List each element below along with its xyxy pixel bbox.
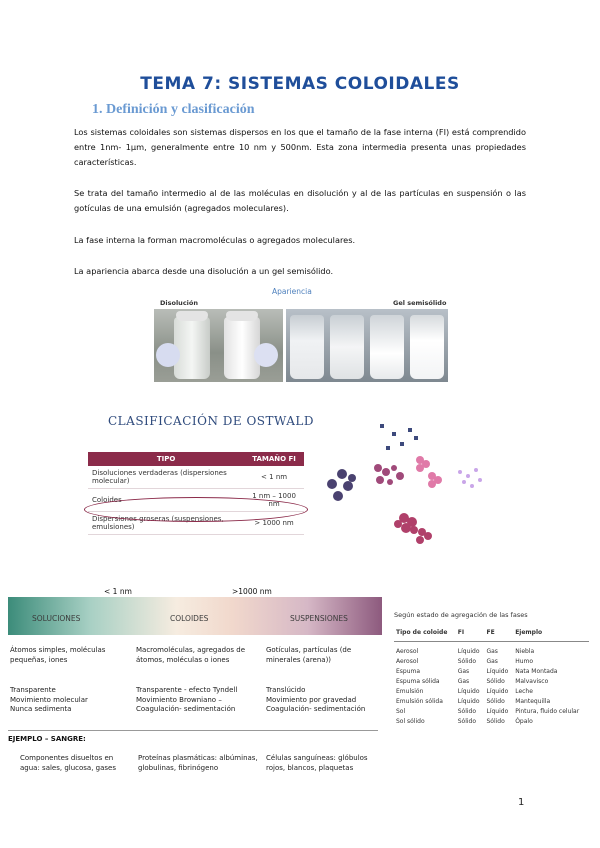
table-row bbox=[394, 642, 589, 657]
agg-header-type: Tipo de coloide bbox=[394, 626, 456, 642]
table-cell: Sólido bbox=[486, 718, 505, 725]
table-cell: Aerosol bbox=[396, 648, 419, 655]
table-cell: Emulsión bbox=[396, 688, 424, 695]
ostwald-table bbox=[88, 452, 304, 535]
table-cell: Líquido bbox=[457, 688, 480, 695]
table-cell: Coloides bbox=[88, 489, 244, 512]
table-cell: Malvavisco bbox=[515, 678, 549, 685]
table-cell: Sol sólido bbox=[396, 718, 425, 725]
table-cell: Espuma sólida bbox=[396, 678, 440, 685]
figure-label-right: Gel semisólido bbox=[393, 299, 447, 307]
example-colloids: Proteínas plasmáticas: albúminas, globulinas, fibrinógeno bbox=[138, 754, 258, 772]
figure-caption: Apariencia bbox=[272, 287, 312, 296]
table-row bbox=[394, 677, 589, 687]
figure-label-left: Disolución bbox=[160, 299, 198, 307]
band-label-suspensions: SUSPENSIONES bbox=[290, 614, 348, 623]
agg-header-fe: FE bbox=[484, 626, 513, 642]
col-colloids-properties: Transparente - efecto Tyndell Movimiento Browniano – Coagulación- sedimentación bbox=[136, 686, 238, 713]
paragraph-definition: Los sistemas coloidales son sistemas dispersos en los que el tamaño de la fase interna (FI) está comprendido entre 1nm- 1µm, generalmente entre 10 nm y 500nm. Esta zona intermedia presenta unas propiedades características. bbox=[74, 127, 526, 167]
table-cell: Gas bbox=[486, 648, 498, 655]
ostwald-header-type: TIPO bbox=[88, 452, 244, 466]
col-colloids-particles: Macromoléculas, agregados de átomos, moléculas o iones bbox=[136, 646, 245, 664]
ostwald-title: CLASIFICACIÓN DE OSTWALD bbox=[108, 414, 315, 428]
page-number: 1 bbox=[518, 797, 525, 808]
table-cell: < 1 nm bbox=[244, 466, 304, 489]
table-cell: Sólido bbox=[457, 708, 477, 715]
example-solutions: Componentes disueltos en agua: sales, glucosa, gases bbox=[20, 754, 117, 772]
table-cell: Gas bbox=[486, 658, 498, 665]
col-solutions-particles: Átomos simples, moléculas pequeñas, iones bbox=[10, 646, 106, 664]
agg-header-fi: FI bbox=[456, 626, 485, 642]
table-cell: Ópalo bbox=[515, 718, 533, 725]
highlight-ring bbox=[84, 497, 308, 522]
table-cell: Pintura, fluido celular bbox=[515, 708, 580, 715]
agg-header-example: Ejemplo bbox=[513, 626, 589, 642]
table-cell: Disoluciones verdaderas (dispersiones molecular) bbox=[88, 466, 244, 489]
table-cell: Líquido bbox=[486, 688, 509, 695]
particles-illustration bbox=[320, 420, 490, 550]
paragraph-size: Se trata del tamaño intermedio al de las moléculas en disolución y al de las partículas en suspensión o las gotículas de una emulsión (agregados moleculares). bbox=[74, 188, 526, 213]
table-row bbox=[394, 707, 589, 717]
photo-gel-vials bbox=[286, 309, 448, 382]
section-heading: 1. Definición y clasificación bbox=[92, 102, 255, 117]
band-label-solutions: SOLUCIONES bbox=[32, 614, 81, 623]
table-cell: Mantequilla bbox=[515, 698, 551, 705]
table-cell: Emulsión sólida bbox=[396, 698, 443, 705]
table-cell: Sólido bbox=[457, 658, 477, 665]
table-cell: Líquido bbox=[457, 648, 480, 655]
table-cell: Espuma bbox=[396, 668, 421, 675]
table-cell: Sólido bbox=[457, 718, 477, 725]
ostwald-header-size: TAMAÑO FI bbox=[244, 452, 304, 466]
table-cell: Gas bbox=[457, 668, 470, 675]
table-cell: Líquido bbox=[486, 708, 509, 715]
table-row bbox=[394, 717, 589, 727]
photo-solution-vials bbox=[154, 309, 283, 382]
table-cell: Leche bbox=[515, 688, 533, 695]
paragraph-appearance: La apariencia abarca desde una disolución a un gel semisólido. bbox=[74, 266, 334, 276]
divider bbox=[8, 730, 378, 731]
table-cell: Sólido bbox=[486, 678, 505, 685]
col-solutions-properties: Transparente Movimiento molecular Nunca sedimenta bbox=[10, 686, 88, 713]
table-cell: Gas bbox=[457, 678, 470, 685]
paragraph-internal-phase: La fase interna la forman macromoléculas o agregados moleculares. bbox=[74, 235, 356, 245]
band-size-small: < 1 nm bbox=[104, 587, 132, 596]
table-cell: Dispersiones groseras (suspensiones, emulsiones) bbox=[88, 512, 244, 535]
example-heading: EJEMPLO – SANGRE: bbox=[8, 735, 86, 743]
band-size-large: >1000 nm bbox=[232, 587, 272, 596]
table-row bbox=[394, 657, 589, 667]
table-cell: Nata Montada bbox=[515, 668, 558, 675]
table-cell: Niebla bbox=[515, 648, 535, 655]
example-suspensions: Células sanguíneas: glóbulos rojos, blancos, plaquetas bbox=[266, 754, 368, 772]
table-row bbox=[394, 687, 589, 697]
aggregation-table bbox=[394, 626, 589, 727]
table-row bbox=[88, 466, 304, 489]
table-cell: Líquido bbox=[457, 698, 480, 705]
table-cell: > 1000 nm bbox=[244, 512, 304, 535]
table-cell: Humo bbox=[515, 658, 534, 665]
table-cell: 1 nm – 1000 nm bbox=[244, 489, 304, 512]
col-suspensions-properties: Translúcido Movimiento por gravedad Coagulación- sedimentación bbox=[266, 686, 366, 713]
aggregation-title: Según estado de agregación de las fases bbox=[394, 611, 528, 619]
table-cell: Aerosol bbox=[396, 658, 419, 665]
page-title: TEMA 7: SISTEMAS COLOIDALES bbox=[140, 74, 460, 94]
band-label-colloids: COLOIDES bbox=[170, 614, 209, 623]
table-cell: Sólido bbox=[486, 698, 505, 705]
table-cell: Líquido bbox=[486, 668, 509, 675]
table-cell: Sol bbox=[396, 708, 406, 715]
col-suspensions-particles: Gotículas, partículas (de minerales (arena)) bbox=[266, 646, 352, 664]
table-row bbox=[394, 667, 589, 677]
table-row bbox=[394, 697, 589, 707]
